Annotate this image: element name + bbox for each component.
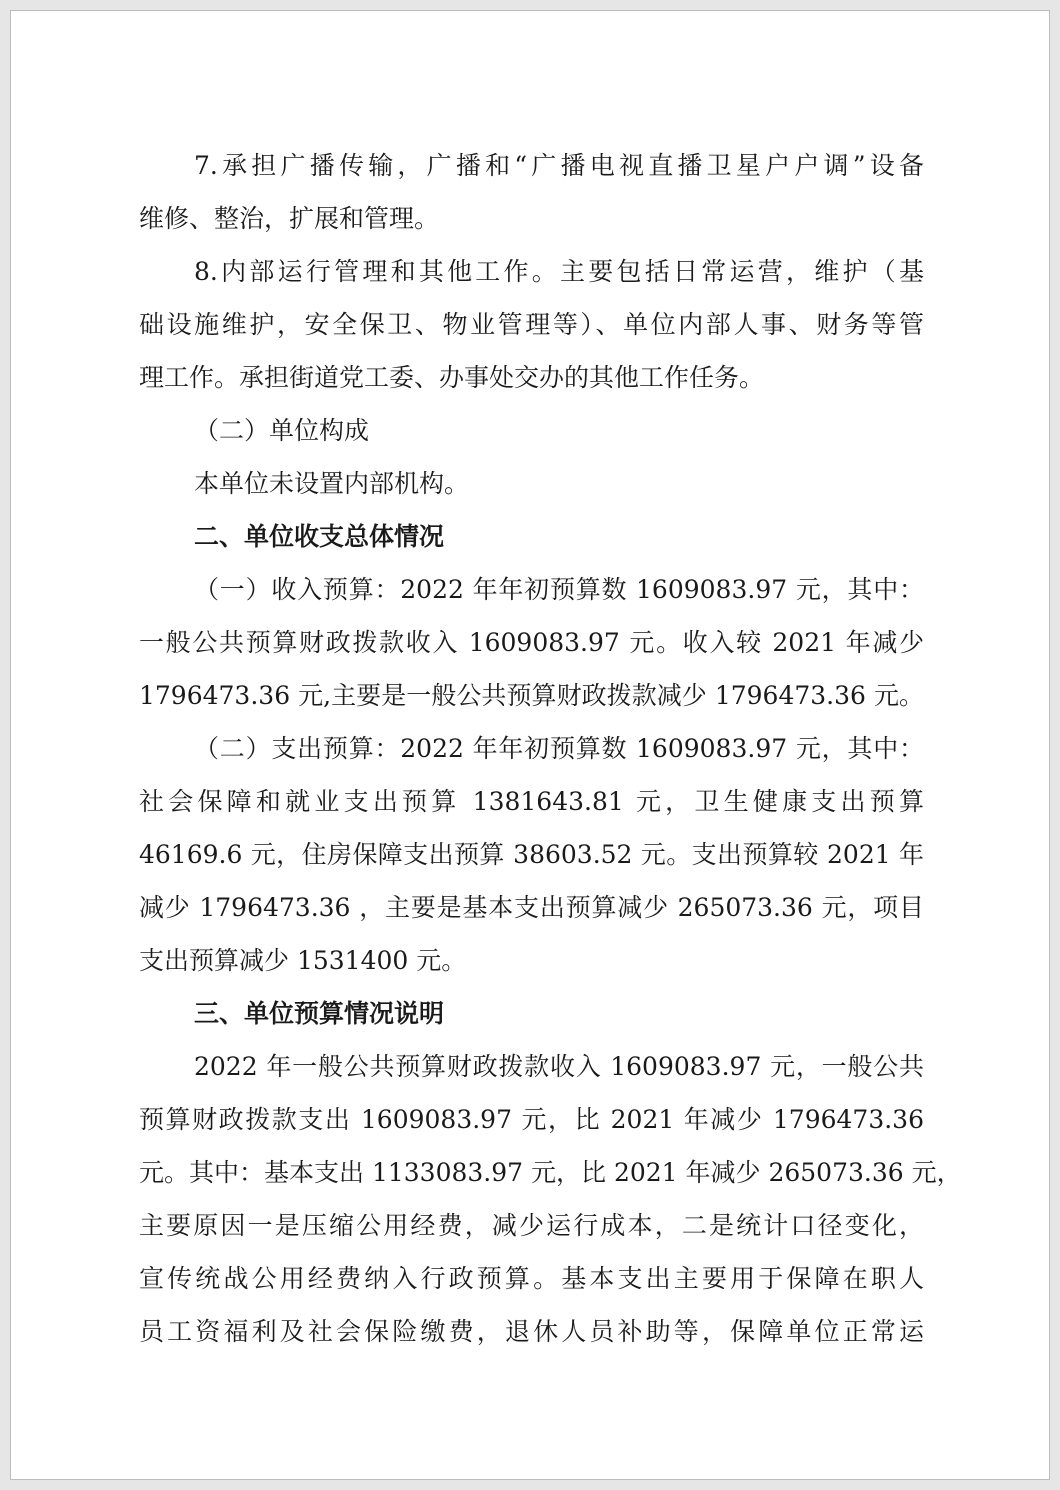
unit-composition-text: 本单位未设置内部机构。 <box>194 469 470 498</box>
section-3-heading: 三、单位预算情况说明 <box>194 999 445 1028</box>
item-7-line-1: 7.承担广播传输，广播和“广播电视直播卫星户户调”设备 <box>194 151 924 180</box>
section-3-line-5: 宣传统战公用经费纳入行政预算。基本支出主要用于保障在职人 <box>139 1264 924 1293</box>
item-8-line-1: 8.内部运行管理和其他工作。主要包括日常运营，维护（基 <box>194 257 924 286</box>
item-8-line-2: 础设施维护，安全保卫、物业管理等）、单位内部人事、财务等管 <box>139 310 924 339</box>
item-7-line-2: 维修、整治，扩展和管理。 <box>139 204 440 233</box>
section-3-line-1: 2022 年一般公共预算财政拨款收入 1609083.97 元，一般公共 <box>194 1052 924 1081</box>
section-2-heading: 二、单位收支总体情况 <box>194 522 445 551</box>
expenditure-line-2: 社会保障和就业支出预算 1381643.81 元，卫生健康支出预算 <box>139 787 924 816</box>
section-3-line-2: 预算财政拨款支出 1609083.97 元，比 2021 年减少 1796473.36 <box>139 1105 924 1134</box>
income-line-1: （一）收入预算：2022 年年初预算数 1609083.97 元，其中： <box>194 575 924 604</box>
section-3-line-4: 主要原因一是压缩公用经费，减少运行成本，二是统计口径变化， <box>139 1211 924 1240</box>
section-3-line-3: 元。其中：基本支出 1133083.97 元，比 2021 年减少 265073.36 元， <box>139 1158 962 1187</box>
income-line-2: 一般公共预算财政拨款收入 1609083.97 元。收入较 2021 年减少 <box>139 628 924 657</box>
income-line-3: 1796473.36 元,主要是一般公共预算财政拨款减少 1796473.36 元。 <box>139 681 924 710</box>
section-3-line-6: 员工资福利及社会保险缴费，退休人员补助等，保障单位正常运 <box>139 1317 924 1346</box>
expenditure-line-5: 支出预算减少 1531400 元。 <box>139 946 467 975</box>
item-8-line-3: 理工作。承担街道党工委、办事处交办的其他工作任务。 <box>139 363 765 392</box>
unit-composition-heading: （二）单位构成 <box>194 416 370 445</box>
document-page <box>10 10 1050 1480</box>
expenditure-line-1: （二）支出预算：2022 年年初预算数 1609083.97 元，其中： <box>194 734 924 763</box>
expenditure-line-4: 减少 1796473.36 ，主要是基本支出预算减少 265073.36 元，项目 <box>139 893 924 922</box>
expenditure-line-3: 46169.6 元，住房保障支出预算 38603.52 元。支出预算较 2021 年 <box>139 840 924 869</box>
